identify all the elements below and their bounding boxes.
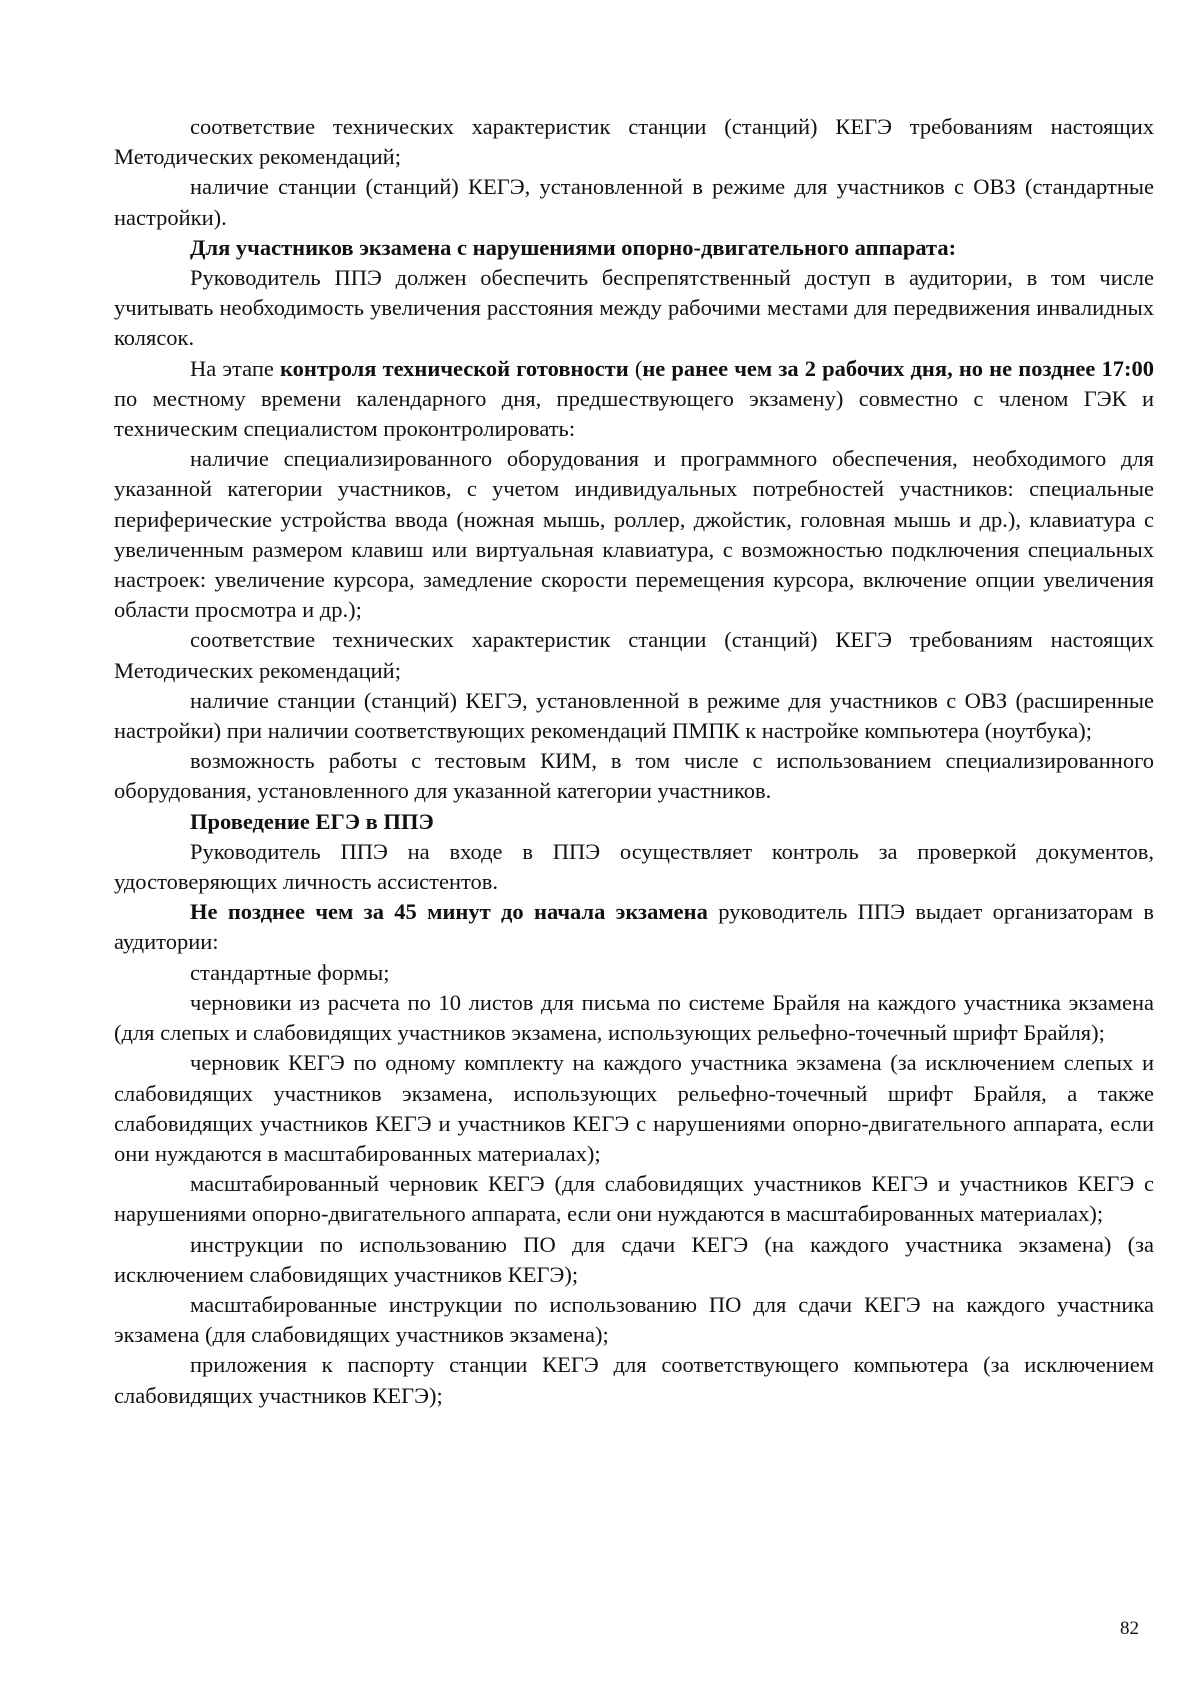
text-run: На этапе (190, 355, 280, 381)
text-run: масштабированные инструкции по использованию ПО для сдачи КЕГЭ на каждого участника экзамена (для слабовидящих участников экзамена); (114, 1291, 1154, 1348)
bold-text-run: не ранее чем за 2 рабочих дня, но не позднее 17:00 (642, 355, 1155, 381)
paragraph-p18 (114, 1290, 1154, 1350)
text-run: черновики из расчета по 10 листов для письма по системе Брайля на каждого участника экзамена (для слепых и слабовидящих участников экзамена, использующих рельефно-точечный шрифт Брайля); (114, 989, 1154, 1046)
paragraph-p5 (114, 354, 1154, 445)
text-run: Руководитель ППЭ должен обеспечить беспрепятственный доступ в аудитории, в том числе учитывать необходимость увеличения расстояния между рабочими местами для передвижения инвалидных колясок. (114, 265, 1154, 351)
bold-text-run: Для участников экзамена с нарушениями опорно-двигательного аппарата: (190, 234, 957, 260)
paragraph-p9 (114, 746, 1154, 806)
bold-text-run: Не позднее чем за 45 минут до начала экзамена (190, 899, 708, 925)
paragraph-p15 (114, 1048, 1154, 1169)
document-body (114, 112, 1154, 1411)
text-run: наличие специализированного оборудования и программного обеспечения, необходимого для указанной категории участников, с учетом индивидуальных потребностей участников: специальные периферические устройства ввода (ножная мышь, роллер, джойстик, головная мышь и др.), клавиатура с увеличенным размером клавиш или виртуальная клавиатура, с возможностью подключения специальных настроек: увеличение курсора, замедление скорости перемещения курсора, включение опции увеличения области просмотра и др.); (114, 446, 1154, 623)
paragraph-p6 (114, 444, 1154, 625)
text-run: черновик КЕГЭ по одному комплекту на каждого участника экзамена (за исключением слепых и слабовидящих участников экзамена, использующих рельефно-точечный шрифт Брайля, а также слабовидящих участников КЕГЭ и участников КЕГЭ с нарушениями опорно-двигательного аппарата, если они нуждаются в масштабированных материалах); (114, 1050, 1154, 1166)
paragraph-p19 (114, 1350, 1154, 1410)
text-run: наличие станции (станций) КЕГЭ, установленной в режиме для участников с ОВЗ (стандартные настройки). (114, 174, 1154, 230)
paragraph-p13 (114, 958, 1154, 988)
paragraph-p1 (114, 112, 1154, 172)
text-run: соответствие технических характеристик станции (станций) КЕГЭ требованиям настоящих Методических рекомендаций; (114, 114, 1154, 170)
text-run: соответствие технических характеристик станции (станций) КЕГЭ требованиям настоящих Методических рекомендаций; (114, 627, 1154, 683)
text-run: ( (628, 355, 643, 381)
paragraph-p12 (114, 897, 1154, 957)
text-run: стандартные формы; (190, 959, 390, 985)
paragraph-p16 (114, 1169, 1154, 1229)
bold-text-run: контроля технической готовности (279, 355, 629, 381)
paragraph-p14 (114, 988, 1154, 1048)
text-run: наличие станции (станций) КЕГЭ, установленной в режиме для участников с ОВЗ (расширенные настройки) при наличии соответствующих рекомендаций ПМПК к настройке компьютера (ноутбука); (114, 687, 1154, 744)
paragraph-p2 (114, 172, 1154, 232)
paragraph-p4 (114, 263, 1154, 354)
page-number: 82 (1120, 1618, 1139, 1639)
text-run: приложения к паспорту станции КЕГЭ для соответствующего компьютера (за исключением слабовидящих участников КЕГЭ); (114, 1352, 1154, 1408)
paragraph-p10 (114, 807, 1154, 837)
text-run: руководитель ППЭ выдает организаторам в аудитории: (114, 899, 1154, 955)
paragraph-p7 (114, 625, 1154, 685)
text-run: масштабированный черновик КЕГЭ (для слабовидящих участников КЕГЭ и участников КЕГЭ с нарушениями опорно-двигательного аппарата, если они нуждаются в масштабированных материалах); (114, 1171, 1154, 1227)
paragraph-p8 (114, 686, 1154, 746)
text-run: Руководитель ППЭ на входе в ППЭ осуществляет контроль за проверкой документов, удостоверяющих личность ассистентов. (114, 838, 1154, 895)
text-run: возможность работы с тестовым КИМ, в том числе с использованием специализированного оборудования, установленного для указанной категории участников. (114, 748, 1154, 804)
text-run: инструкции по использованию ПО для сдачи КЕГЭ (на каждого участника экзамена) (за исключением слабовидящих участников КЕГЭ); (114, 1231, 1154, 1287)
paragraph-p11 (114, 837, 1154, 897)
text-run: по местному времени календарного дня, предшествующего экзамену) совместно с членом ГЭК и техническим специалистом проконтролировать: (114, 385, 1154, 442)
paragraph-p3 (114, 233, 1154, 263)
bold-text-run: Проведение ЕГЭ в ППЭ (190, 808, 434, 834)
paragraph-p17 (114, 1230, 1154, 1290)
